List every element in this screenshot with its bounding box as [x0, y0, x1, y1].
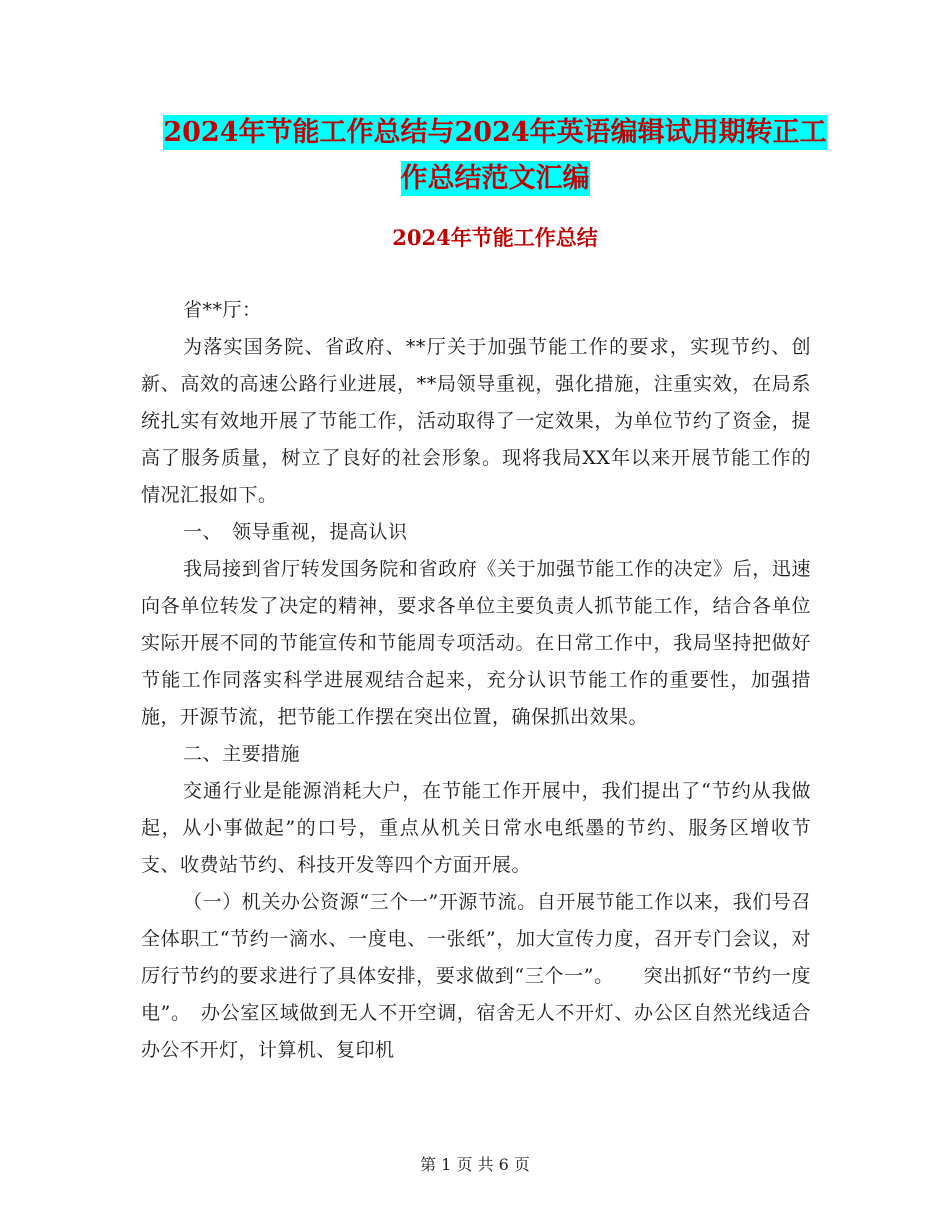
- document-body: [141, 292, 811, 1069]
- paragraph-leadership: 我局接到省厅转发国务院和省政府《关于加强节能工作的决定》后，迅速向各单位转发了决定的精神，要求各单位主要负责人抓节能工作，结合各单位实际开展不同的节能宣传和节能周专项活动。在日常工作中，我局坚持把做好节能工作同落实科学进展观结合起来，充分认识节能工作的重要性，加强措施，开源节流，把节能工作摆在突出位置，确保抓出效果。: [141, 558, 811, 728]
- section-title: 2024年节能工作总结: [392, 225, 598, 250]
- document-title-line-2: 作总结范文汇编: [400, 163, 590, 194]
- paragraph-measures: 交通行业是能源消耗大户，在节能工作开展中，我们提出了“节约从我做起，从小事做起”的口号，重点从机关日常水电纸墨的节约、服务区增收节支、收费站节约、科技开发等四个方面开展。: [141, 780, 811, 876]
- paragraph-intro: 为落实国务院、省政府、**厅关于加强节能工作的要求，实现节约、创新、高效的高速公路行业进展，**局领导重视，强化措施，注重实效，在局系统扎实有效地开展了节能工作，活动取得了一定效果，为单位节约了资金，提高了服务质量，树立了良好的社会形象。现将我局XX年以来开展节能工作的情况汇报如下。: [141, 336, 811, 506]
- document-title-line-1: 2024年节能工作总结与2024年英语编辑试用期转正工: [163, 117, 827, 148]
- document-title: [140, 110, 850, 202]
- page-footer: 第 1 页 共 6 页: [420, 1155, 530, 1174]
- heading-main-measures: 二、主要措施: [183, 743, 301, 765]
- heading-leadership: 一、 领导重视，提高认识: [183, 521, 408, 543]
- paragraph-office-resources: （一）机关办公资源“三个一”开源节流。自开展节能工作以来，我们号召全体职工“节约一滴水、一度电、一张纸”，加大宣传力度，召开专门会议，对厉行节约的要求进行了具体安排，要求做到“三个一”。 突出抓好“节约一度电”。 办公室区域做到无人不开空调，宿舍无人不开灯、办公区自然光线适合办公不开灯，计算机、复印机: [141, 891, 811, 1061]
- salutation: 省**厅：: [183, 299, 262, 321]
